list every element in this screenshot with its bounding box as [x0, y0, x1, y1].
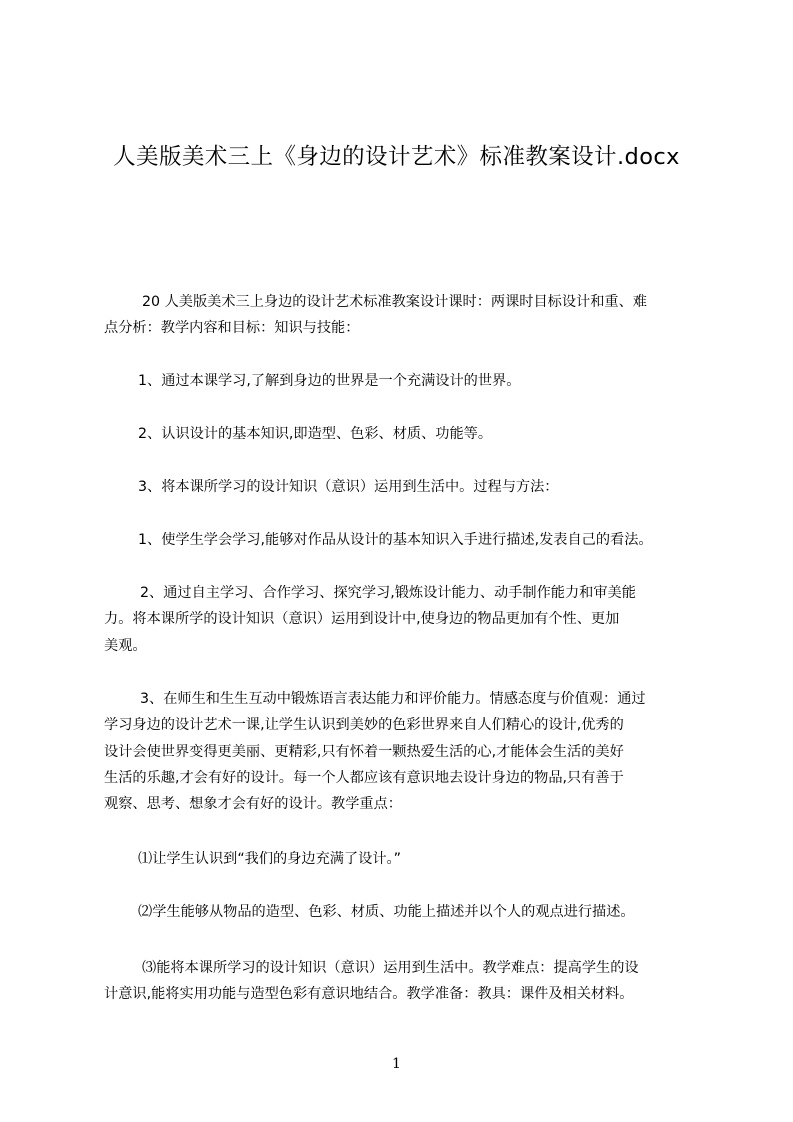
paragraph-line: 1、使学生学会学习,能够对作品从设计的基本知识入手进行描述,发表自己的看法。 — [138, 532, 653, 548]
paragraph-process-3 — [104, 686, 714, 817]
paragraph-line: 3、将本课所学习的设计知识（意识）运用到生活中。过程与方法： — [138, 479, 559, 495]
paragraph-line: 1、通过本课学习,了解到身边的世界是一个充满设计的世界。 — [138, 373, 521, 389]
paragraph-line: 点分析：教学内容和目标：知识与技能： — [104, 320, 360, 337]
paragraph-process-2 — [104, 580, 714, 659]
paragraph-line: 设计会使世界变得更美丽、更精彩,只有怀着一颗热爱生活的心,才能体会生活的美好 — [104, 743, 624, 760]
paragraph-knowledge-3 — [104, 474, 714, 500]
paragraph-line: 计意识,能将实用功能与造型色彩有意识地结合。教学准备：教具：课件及相关材料。 — [104, 986, 634, 1003]
paragraph-intro — [104, 289, 714, 342]
page-number: 1 — [392, 1056, 401, 1072]
paragraph-process-1 — [104, 527, 714, 553]
document-title: 人美版美术三上《身边的设计艺术》标准教案设计.docx — [113, 144, 680, 170]
paragraph-line: ⑶能将本课所学习的设计知识（意识）运用到生活中。教学难点：提高学生的设 — [142, 960, 639, 976]
paragraph-key-2 — [104, 899, 714, 925]
paragraph-knowledge-1 — [104, 368, 714, 394]
paragraph-line: ⑵学生能够从物品的造型、色彩、材质、功能上描述并以个人的观点进行描述。 — [138, 904, 635, 920]
paragraph-knowledge-2 — [104, 421, 714, 447]
paragraph-line: 生活的乐趣,才会有好的设计。每一个人都应该有意识地去设计身边的物品,只有善于 — [104, 769, 624, 786]
paragraph-line: 美观。 — [104, 637, 147, 654]
paragraph-line: 2、通过自主学习、合作学习、探究学习,锻炼设计能力、动手制作能力和审美能 — [140, 585, 636, 601]
paragraph-line: 学习身边的设计艺术一课,让学生认识到美妙的色彩世界来自人们精心的设计,优秀的 — [104, 717, 624, 734]
paragraph-line: 3、在师生和生生互动中锻炼语言表达能力和评价能力。情感态度与价值观：通过 — [140, 691, 646, 707]
paragraph-line: 观察、思考、想象才会有好的设计。教学重点： — [104, 796, 402, 813]
paragraph-line: 2、认识设计的基本知识,即造型、色彩、材质、功能等。 — [138, 426, 493, 442]
paragraph-line: 力。将本课所学的设计知识（意识）运用到设计中,使身边的物品更加有个性、更加 — [104, 611, 620, 628]
paragraph-line: 20 人美版美术三上身边的设计艺术标准教案设计课时：两课时目标设计和重、难 — [142, 294, 647, 310]
paragraph-line: ⑴让学生认识到“我们的身边充满了设计。” — [138, 851, 401, 867]
paragraph-key-1 — [104, 846, 714, 872]
paragraph-key-3 — [104, 955, 714, 1008]
